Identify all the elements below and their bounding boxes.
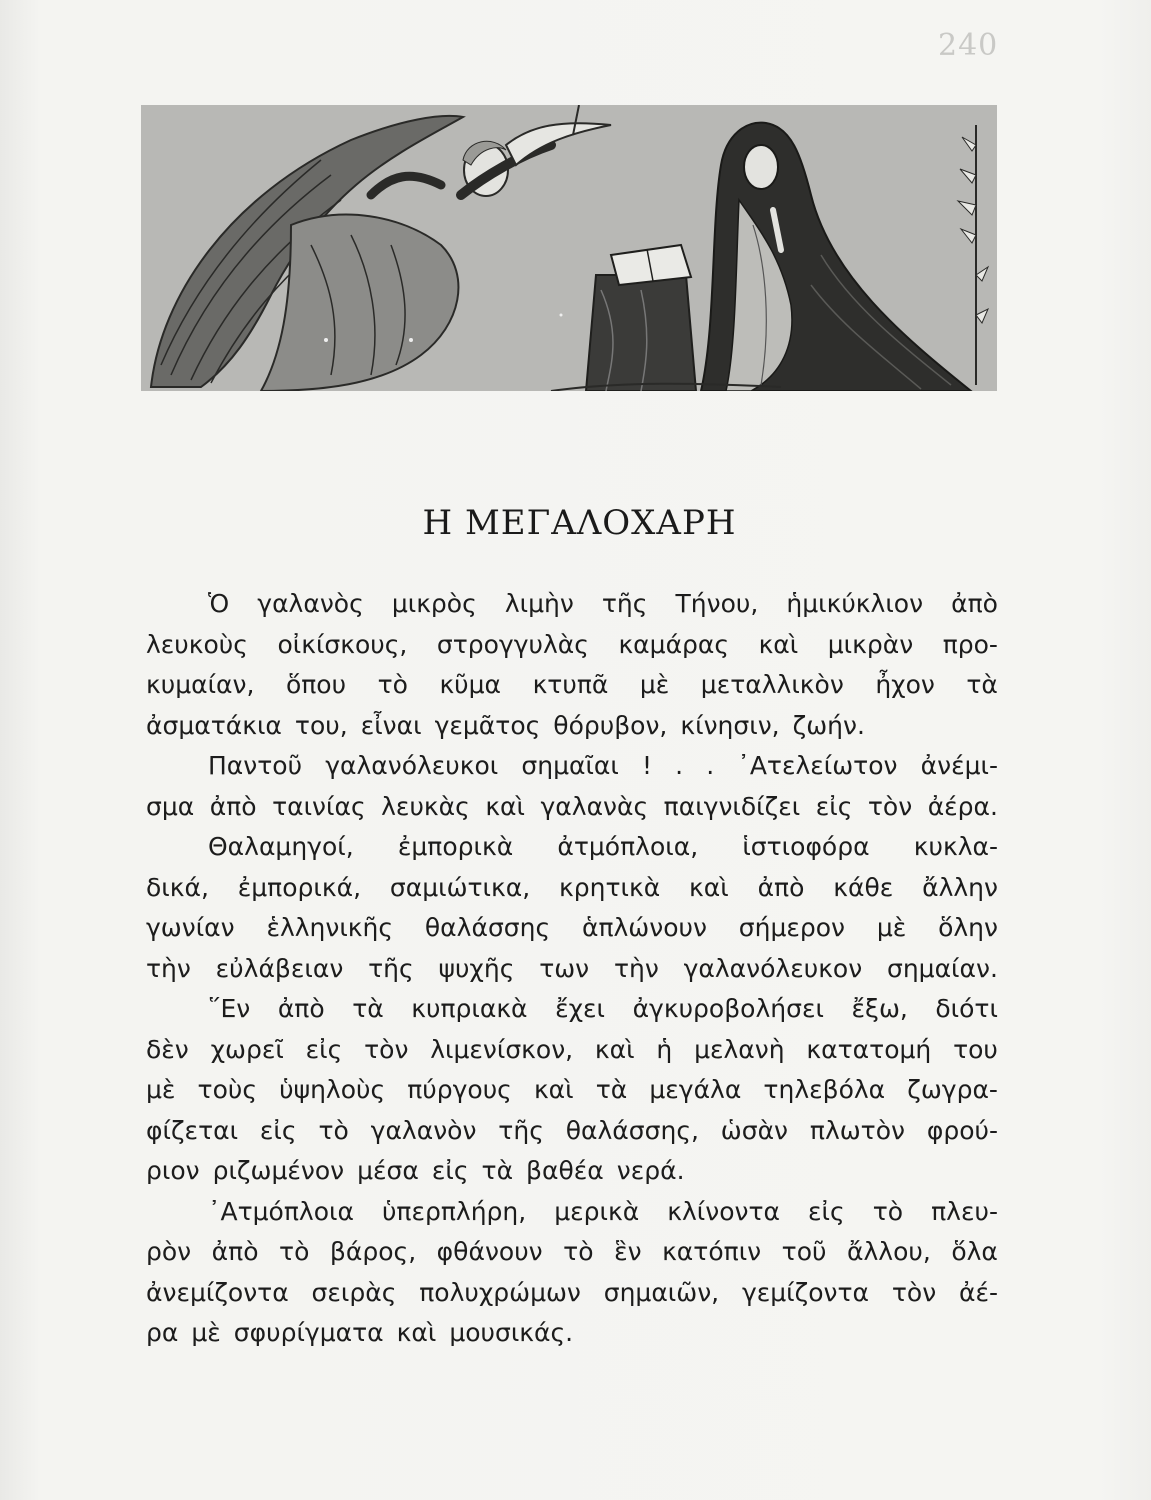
text-line: Θαλαμηγοί, ἐμπορικὰ ἀτμόπλοια, ἱστιοφόρα κυκλα- xyxy=(208,832,998,861)
text-line: ἀνεμίζοντα σειρὰς πολυχρώμων σημαιῶν, γεμίζοντα τὸν ἀέ- xyxy=(146,1277,998,1307)
text-line: ῞Εν ἀπὸ τὰ κυπριακὰ ἔχει ἀγκυροβολήσει ἔξω, διότι xyxy=(208,994,998,1023)
text-line: σμα ἀπὸ ταινίας λευκὰς καὶ γαλανὰς παιγνιδίζει εἰς τὸν ἀέρα. xyxy=(146,791,998,821)
text-line: τὴν εὐλάβειαν τῆς ψυχῆς των τὴν γαλανόλευκον σημαίαν. xyxy=(146,953,998,983)
text-line: γωνίαν ἑλληνικῆς θαλάσσης ἁπλώνουν σήμερον μὲ ὅλην xyxy=(146,913,998,942)
text-line: ἀσματάκια του, εἶναι γεμᾶτος θόρυβον, κίνησιν, ζωήν. xyxy=(146,710,865,740)
text-line: κυμαίαν, ὅπου τὸ κῦμα κτυπᾶ μὲ μεταλλικὸν ἦχον τὰ xyxy=(146,670,998,699)
text-line: λευκοὺς οἰκίσκους, στρογγυλὰς καμάρας καὶ μικρὰν προ- xyxy=(146,629,998,659)
text-line: ᾿Ατμόπλοια ὑπερπλήρη, μερικὰ κλίνοντα εἰς τὸ πλευ- xyxy=(208,1196,998,1226)
text-line: φίζεται εἰς τὸ γαλανὸν τῆς θαλάσσης, ὡσὰν πλωτὸν φρού- xyxy=(146,1115,998,1145)
text-line: Παντοῦ γαλανόλευκοι σημαῖαι ! . . ᾿Ατελείωτον ἀνέμι- xyxy=(208,751,998,780)
text-line: ριον ριζωμένον μέσα εἰς τὰ βαθέα νερά. xyxy=(146,1156,685,1185)
text-line: δὲν χωρεῖ εἰς τὸν λιμενίσκον, καὶ ἡ μελανὴ κατατομή του xyxy=(146,1034,998,1064)
text-line: δικά, ἐμπορικά, σαμιώτικα, κρητικὰ καὶ ἀπὸ κάθε ἄλλην xyxy=(146,872,998,902)
text-line: ρα μὲ σφυρίγματα καὶ μουσικάς. xyxy=(146,1318,574,1347)
text-line: ρὸν ἀπὸ τὸ βάρος, φθάνουν τὸ ἓν κατόπιν τοῦ ἄλλου, ὅλα xyxy=(146,1237,998,1266)
text-line: Ὁ γαλανὸς μικρὸς λιμὴν τῆς Τήνου, ἡμικύκλιον ἀπὸ xyxy=(208,589,998,618)
annunciation-illustration xyxy=(141,105,997,391)
page-title: Η ΜΕΓΑΛΟΧΑΡΗ xyxy=(422,503,737,543)
text-line: μὲ τοὺς ὑψηλοὺς πύργους καὶ τὰ μεγάλα τηλεβόλα ζωγρα- xyxy=(146,1075,998,1104)
body-text xyxy=(146,584,998,1354)
page-number: 240 xyxy=(938,28,999,63)
